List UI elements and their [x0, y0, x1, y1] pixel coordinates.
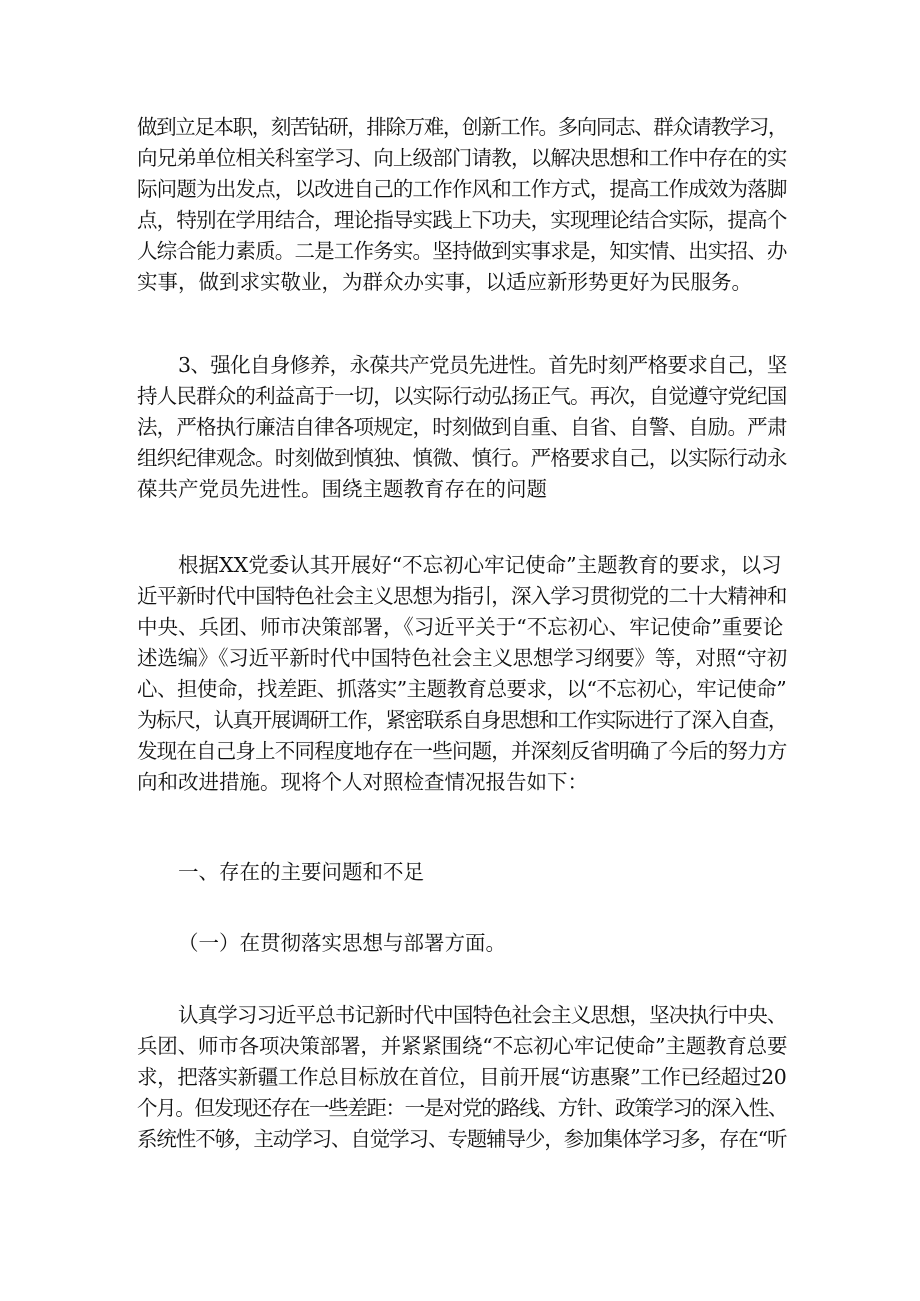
text-line: 3、强化自身修养，永葆共产党员先进性。首先时刻严格要求自己，坚 [178, 353, 787, 377]
text-line: 点，特别在学用结合，理论指导实践上下功夫，实现理论结合实际，提高个 [137, 208, 787, 232]
paragraph-4 [137, 1000, 787, 1155]
text-line: 为标尺，认真开展调研工作，紧密联系自身思想和工作实际进行了深入自查， [137, 708, 787, 732]
text-line: 组织纪律观念。时刻做到慎独、慎微、慎行。严格要求自己，以实际行动永 [137, 446, 787, 470]
text-line: 实事，做到求实敬业，为群众办实事，以适应新形势更好为民服务。 [137, 270, 752, 294]
text-line: 中央、兵团、师市决策部署，《习近平关于“不忘初心、牢记使命”重要论 [137, 615, 784, 639]
text-line: 人综合能力素质。二是工作务实。坚持做到实事求是，知实情、出实招、办 [137, 239, 787, 263]
text-line: 根据XX党委认其开展好“不忘初心牢记使命”主题教育的要求，以习 [178, 553, 782, 577]
text-line: 个月。但发现还存在一些差距：一是对党的路线、方针、政策学习的深入性、 [137, 1096, 787, 1120]
text-line: 发现在自己身上不同程度地存在一些问题，并深刻反省明确了今后的努力方 [137, 739, 787, 763]
subsection-heading: （一）在贯彻落实思想与部署方面。 [178, 931, 506, 955]
paragraph-2 [137, 350, 787, 505]
text-line: 向和改进措施。现将个人对照检查情况报告如下： [137, 770, 588, 794]
text-line: 心、担使命，找差距、抓落实”主题教育总要求，以“不忘初心，牢记使命” [137, 677, 787, 701]
text-line: 兵团、师市各项决策部署，并紧紧围绕“不忘初心牢记使命”主题教育总要 [137, 1034, 788, 1058]
section-heading: 一、存在的主要问题和不足 [178, 860, 424, 884]
text-line: 向兄弟单位相关科室学习、向上级部门请教，以解决思想和工作中存在的实 [137, 146, 787, 170]
text-line: 系统性不够，主动学习、自觉学习、专题辅导少，参加集体学习多，存在“听 [137, 1127, 787, 1151]
text-line: 求，把落实新疆工作总目标放在首位，目前开展“访惠聚”工作已经超过20 [137, 1065, 787, 1089]
paragraph-3 [137, 550, 787, 798]
text-line: 认真学习习近平总书记新时代中国特色社会主义思想，坚决执行中央、 [178, 1003, 787, 1027]
text-line: 际问题为出发点，以改进自己的工作作风和工作方式，提高工作成效为落脚 [137, 177, 787, 201]
paragraph-1 [137, 112, 787, 298]
text-line: 述选编》《习近平新时代中国特色社会主义思想学习纲要》等，对照“守初 [137, 646, 788, 670]
text-line: 近平新时代中国特色社会主义思想为指引，深入学习贯彻党的二十大精神和 [137, 584, 787, 608]
text-line: 葆共产党员先进性。围绕主题教育存在的问题 [137, 477, 547, 501]
text-line: 持人民群众的利益高于一切，以实际行动弘扬正气。再次，自觉遵守党纪国 [137, 384, 787, 408]
text-line: 法，严格执行廉洁自律各项规定，时刻做到自重、自省、自警、自励。严肃 [137, 415, 787, 439]
text-line: 做到立足本职，刻苦钻研，排除万难，创新工作。多向同志、群众请教学习， [137, 115, 787, 139]
